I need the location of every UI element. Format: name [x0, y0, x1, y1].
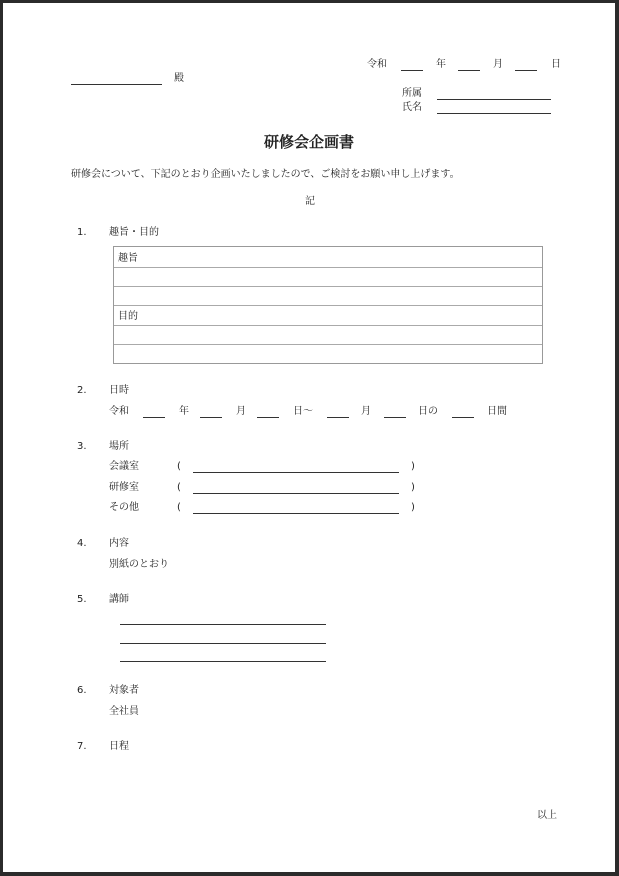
affiliation-blank[interactable]: [437, 99, 551, 100]
addressee-blank[interactable]: [71, 84, 162, 85]
lecturer-blank-3[interactable]: [120, 661, 326, 662]
table-row[interactable]: [114, 286, 542, 287]
section-2-number: 2.: [77, 385, 87, 396]
datetime-year-blank[interactable]: [143, 417, 165, 418]
datetime-year-label: 年: [179, 406, 189, 417]
section-4-number: 4.: [77, 538, 87, 549]
lecturer-blank-1[interactable]: [120, 624, 326, 625]
section-7-number: 7.: [77, 741, 87, 752]
datetime-days-label: 日間: [487, 406, 507, 417]
datetime-month2-blank[interactable]: [327, 417, 349, 418]
open-paren: (: [177, 482, 181, 493]
section-3-number: 3.: [77, 441, 87, 452]
ki-label: 記: [305, 196, 315, 207]
table-row[interactable]: [114, 344, 542, 345]
section-3-heading: 場所: [109, 441, 129, 452]
datetime-days-blank[interactable]: [452, 417, 474, 418]
section-7-heading: 日程: [109, 741, 129, 752]
datetime-month-blank[interactable]: [200, 417, 222, 418]
datetime-month-label: 月: [236, 406, 246, 417]
intro-text: 研修会について、下記のとおり企画いたしましたので、ご検討をお願い申し上げます。: [71, 169, 460, 180]
name-blank[interactable]: [437, 113, 551, 114]
closing-text: 以上: [537, 810, 557, 821]
purpose-label: 趣旨: [118, 253, 138, 264]
date-day-label: 日: [551, 59, 561, 70]
target-body: 全社員: [109, 706, 139, 717]
table-row[interactable]: [114, 267, 542, 268]
open-paren: (: [177, 461, 181, 472]
place-training-room-label: 研修室: [109, 482, 139, 493]
meeting-room-blank[interactable]: [193, 472, 399, 473]
year-blank[interactable]: [401, 70, 423, 71]
datetime-day-from: 日〜: [293, 406, 313, 417]
other-place-blank[interactable]: [193, 513, 399, 514]
affiliation-label: 所属: [402, 88, 422, 99]
table-row[interactable]: [114, 325, 542, 326]
place-meeting-room-label: 会議室: [109, 461, 139, 472]
close-paren: ): [411, 482, 415, 493]
datetime-day-blank[interactable]: [257, 417, 279, 418]
close-paren: ): [411, 502, 415, 513]
place-other-label: その他: [109, 502, 139, 513]
name-label: 氏名: [402, 102, 422, 113]
date-year-label: 年: [436, 59, 446, 70]
document-page: [3, 3, 615, 872]
training-room-blank[interactable]: [193, 493, 399, 494]
page-title: 研修会企画書: [263, 133, 354, 151]
section-6-number: 6.: [77, 685, 87, 696]
goal-label: 目的: [118, 311, 138, 322]
section-2-heading: 日時: [109, 385, 129, 396]
section-5-heading: 講師: [109, 594, 129, 605]
section-4-heading: 内容: [109, 538, 129, 549]
lecturer-blank-2[interactable]: [120, 643, 326, 644]
datetime-day-of: 日の: [418, 406, 438, 417]
content-body: 別紙のとおり: [109, 559, 169, 570]
day-blank[interactable]: [515, 70, 537, 71]
month-blank[interactable]: [458, 70, 480, 71]
table-row[interactable]: [114, 305, 542, 306]
addressee-suffix: 殿: [174, 73, 184, 84]
close-paren: ): [411, 461, 415, 472]
date-era: 令和: [367, 59, 387, 70]
section-1-number: 1.: [77, 227, 87, 238]
datetime-day2-blank[interactable]: [384, 417, 406, 418]
datetime-month2-label: 月: [361, 406, 371, 417]
section-6-heading: 対象者: [109, 685, 139, 696]
open-paren: (: [177, 502, 181, 513]
date-month-label: 月: [493, 59, 503, 70]
section-5-number: 5.: [77, 594, 87, 605]
purpose-table: [113, 246, 543, 364]
section-1-heading: 趣旨・目的: [109, 227, 159, 238]
datetime-era: 令和: [109, 406, 129, 417]
